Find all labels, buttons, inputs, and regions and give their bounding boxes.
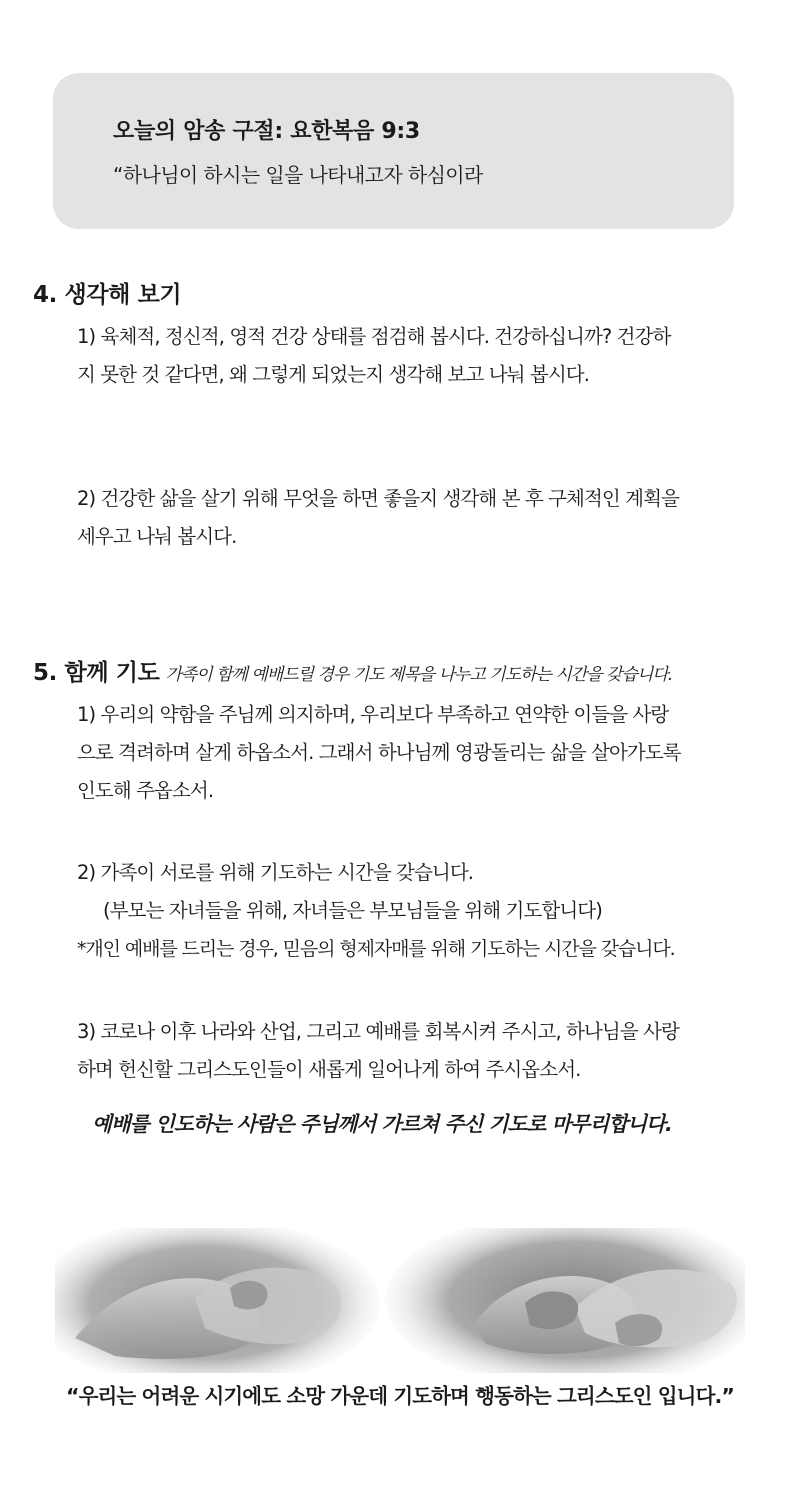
memory-verse-box [53, 73, 734, 229]
paragraph-line: 으로 격려하며 살게 하옵소서. 그래서 하나님께 영광돌리는 삶을 살아가도록 [77, 741, 681, 764]
paragraph-line: *개인 예배를 드리는 경우, 믿음의 형제자매를 위해 기도하는 시간을 갖습니다. [77, 938, 675, 960]
section-5-item-3 [77, 1013, 757, 1089]
section-4-item-1 [77, 318, 757, 394]
paragraph-line: 세우고 나눠 봅시다. [77, 525, 237, 548]
paragraph-line: 1) 우리의 약함을 주님께 의지하며, 우리보다 부족하고 연약한 이들을 사랑 [77, 703, 669, 726]
paragraph-line: 1) 육체적, 정신적, 영적 건강 상태를 점검해 봅시다. 건강하십니까? 건강하 [77, 325, 671, 348]
section-5-item-1 [77, 696, 757, 810]
section-5-title: 5. 함께 기도 [33, 660, 160, 686]
paragraph-line: 인도해 주옵소서. [77, 779, 214, 802]
section-4-item-2 [77, 480, 757, 556]
section-5-note: 가족이 함께 예배드릴 경우 기도 제목을 나누고 기도하는 시간을 갖습니다. [165, 665, 673, 685]
holding-hands-icon [55, 1228, 745, 1373]
closing-prayer-note: 예배를 인도하는 사람은 주님께서 가르쳐 주신 기도로 마무리합니다. [92, 1112, 672, 1136]
paragraph-line: 하며 헌신할 그리스도인들이 새롭게 일어나게 하여 주시옵소서. [77, 1058, 581, 1081]
section-5-heading [33, 658, 672, 690]
paragraph-line: 2) 건강한 삶을 살기 위해 무엇을 하면 좋을지 생각해 본 후 구체적인 계획을 [77, 487, 679, 510]
paragraph-line: 3) 코로나 이후 나라와 산업, 그리고 예배를 회복시켜 주시고, 하나님을 사랑 [77, 1020, 679, 1043]
memory-verse-text: “하나님이 하시는 일을 나타내고자 하심이라 [113, 163, 483, 187]
section-5-item-2 [77, 854, 757, 968]
memory-verse-title: 오늘의 암송 구절: 요한복음 9:3 [113, 119, 420, 144]
paragraph-line: 2) 가족이 서로를 위해 기도하는 시간을 갖습니다. [77, 861, 474, 884]
paragraph-line: 지 못한 것 같다면, 왜 그렇게 되었는지 생각해 보고 나눠 봅시다. [77, 363, 590, 386]
footer-quote: “우리는 어려운 시기에도 소망 가운데 기도하며 행동하는 그리스도인 입니다.” [66, 1384, 734, 1408]
section-4-heading [33, 280, 181, 310]
paragraph-line: (부모는 자녀들을 위해, 자녀들은 부모님들을 위해 기도합니다) [103, 899, 602, 922]
section-4-title: 4. 생각해 보기 [33, 282, 182, 308]
